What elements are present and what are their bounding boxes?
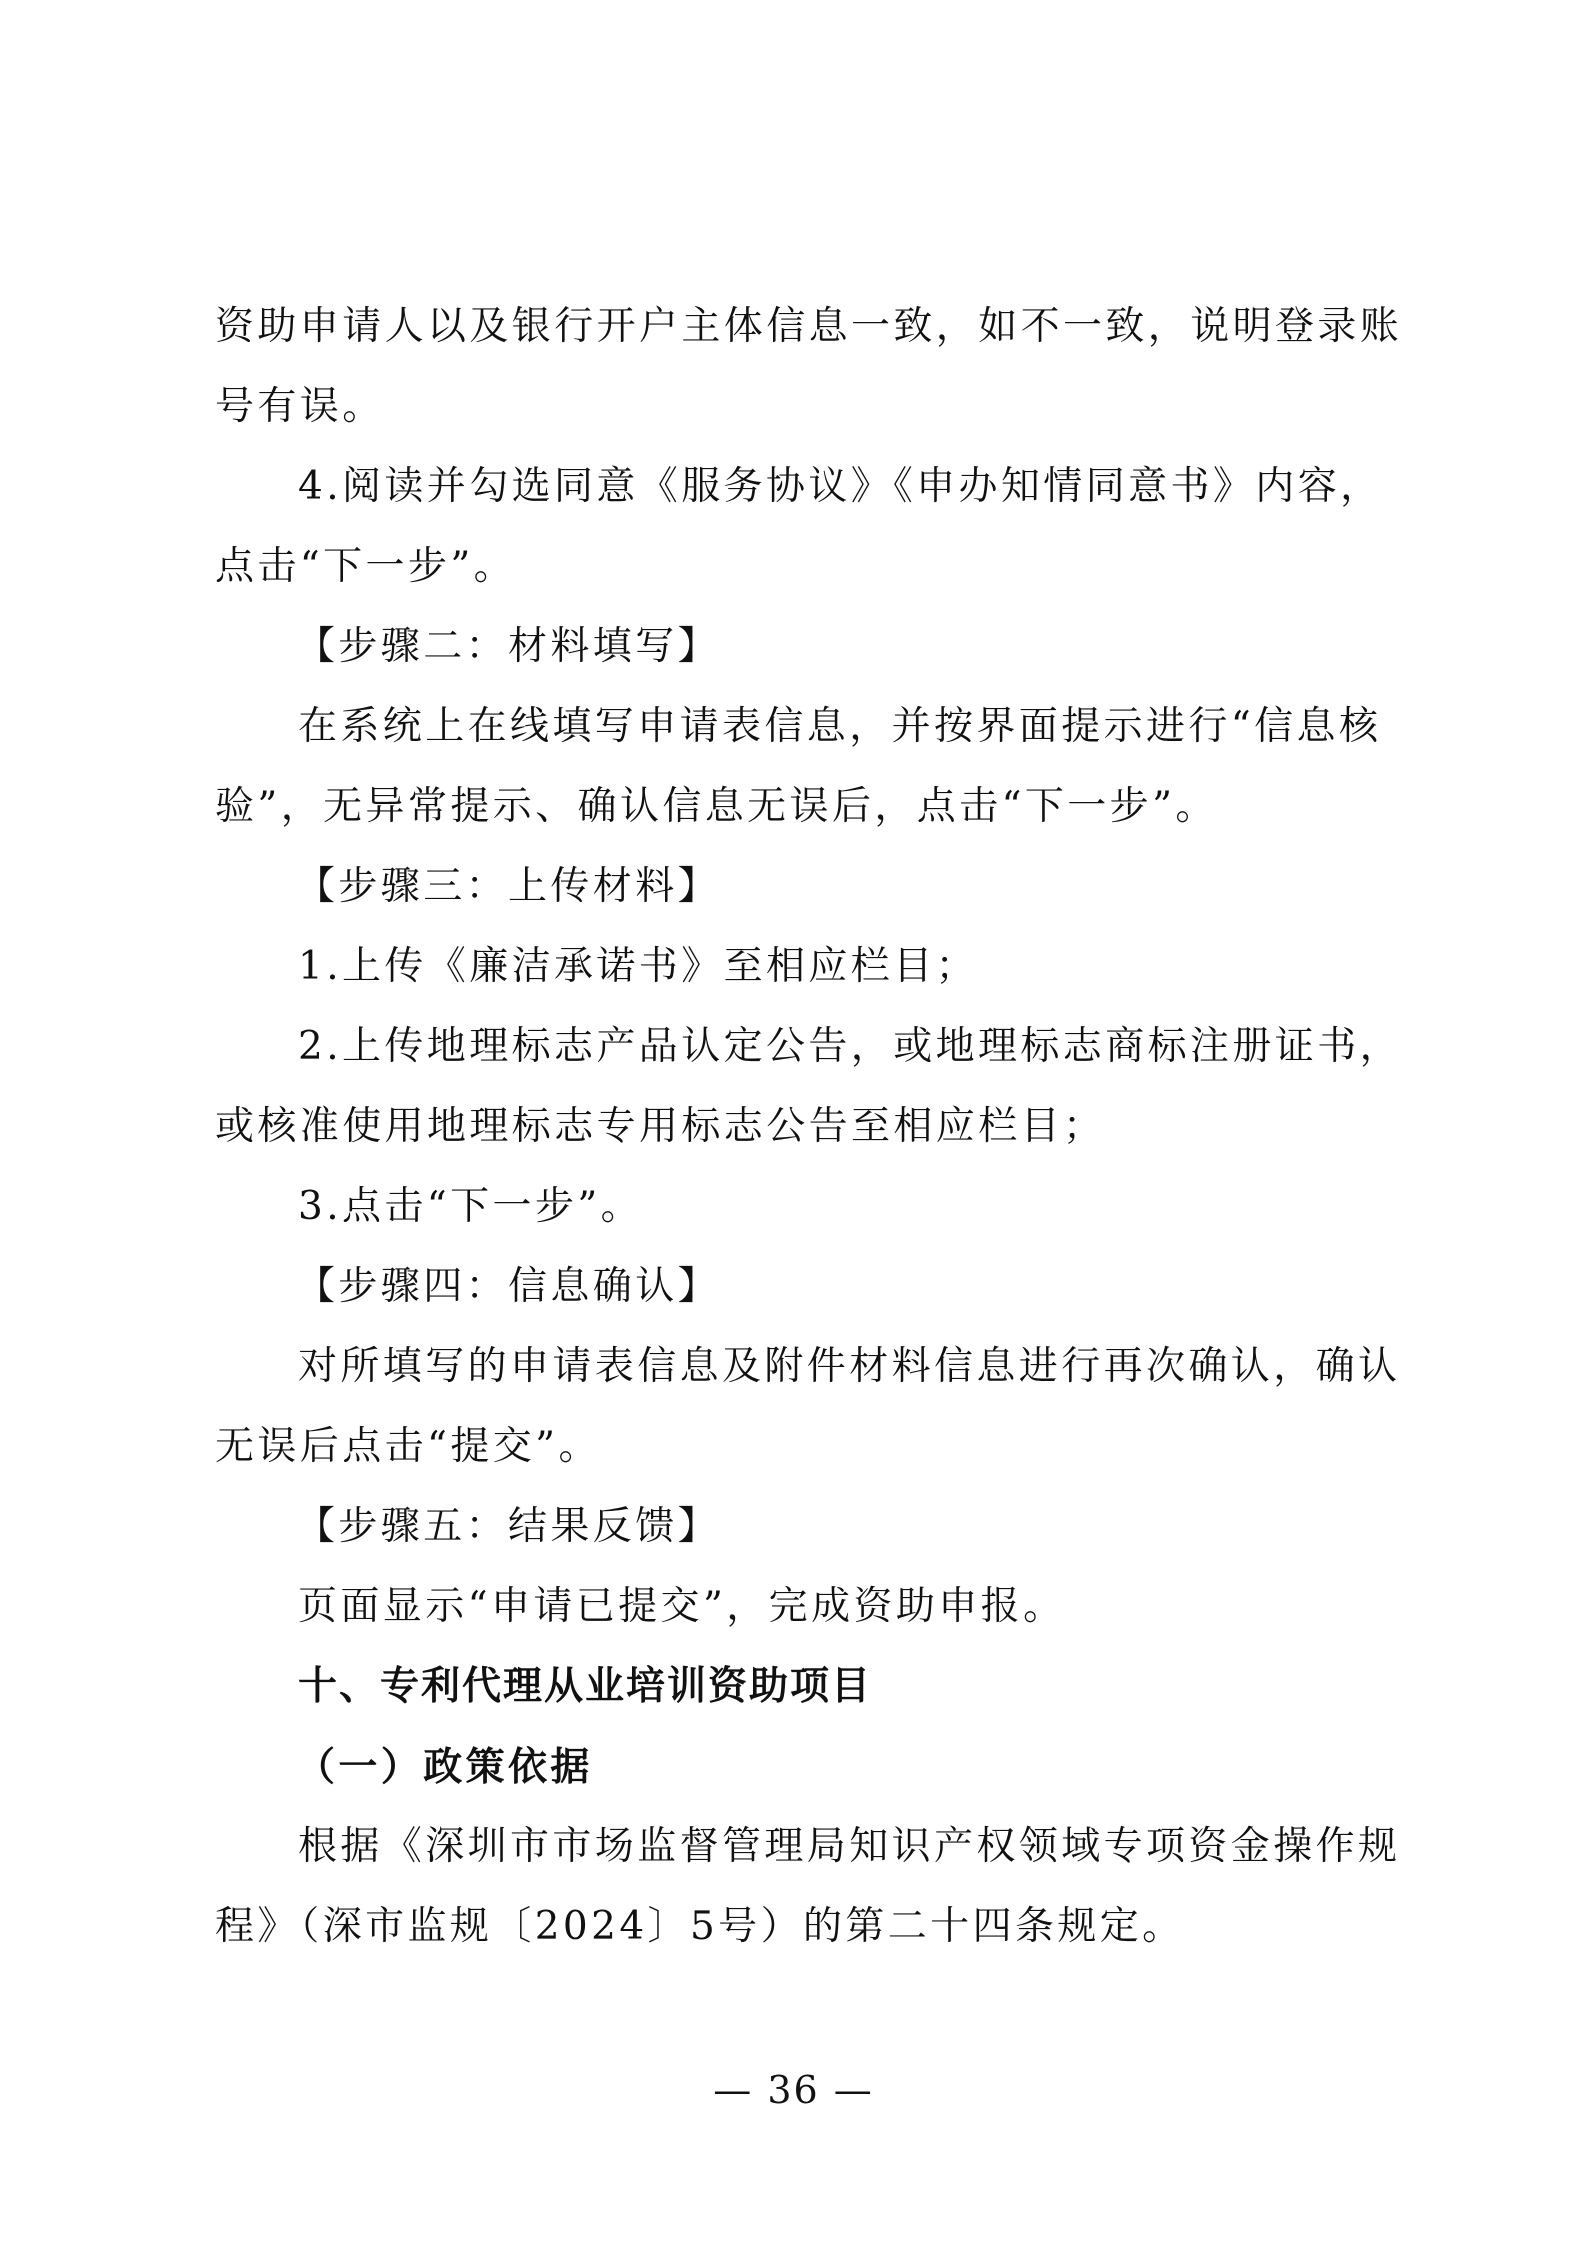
list-item-2: 2.上传地理标志产品认定公告，或地理标志商标注册证书， <box>298 1024 1403 1069</box>
list-item-1: 1.上传《廉洁承诺书》至相应栏目； <box>298 944 979 989</box>
step-heading-2: 【步骤二：材料填写】 <box>296 624 721 669</box>
step-heading-3: 【步骤三：上传材料】 <box>296 864 721 909</box>
body-text-line: 无误后点击“提交”。 <box>215 1424 601 1469</box>
body-text-line: 验”，无异常提示、确认信息无误后，点击“下一步”。 <box>215 784 1218 829</box>
body-text-line: 或核准使用地理标志专用标志公告至相应栏目； <box>215 1104 1106 1149</box>
body-text-line: 点击“下一步”。 <box>215 544 517 589</box>
body-text-line: 程》（深市监规〔2024〕5号）的第二十四条规定。 <box>215 1904 1185 1949</box>
body-text-line: 资助申请人以及银行开户主体信息一致，如不一致，说明登录账 <box>215 304 1403 349</box>
body-text-line: 页面显示“申请已提交”，完成资助申报。 <box>298 1584 1066 1629</box>
body-text-line: 对所填写的申请表信息及附件材料信息进行再次确认，确认 <box>298 1344 1401 1389</box>
subsection-heading: （一）政策依据 <box>296 1744 593 1790</box>
body-text-line: 根据《深圳市市场监督管理局知识产权领域专项资金操作规 <box>298 1824 1401 1869</box>
list-item-4: 4.阅读并勾选同意《服务协议》《申办知情同意书》内容， <box>298 464 1383 509</box>
step-heading-5: 【步骤五：结果反馈】 <box>296 1504 721 1549</box>
page-number: — 36 — <box>713 2068 874 2112</box>
section-heading: 十、专利代理从业培训资助项目 <box>298 1664 873 1709</box>
step-heading-4: 【步骤四：信息确认】 <box>296 1264 721 1309</box>
body-text-line: 号有误。 <box>215 384 385 429</box>
list-item-3: 3.点击“下一步”。 <box>298 1184 644 1229</box>
body-text-line: 在系统上在线填写申请表信息，并按界面提示进行“信息核 <box>298 704 1382 749</box>
